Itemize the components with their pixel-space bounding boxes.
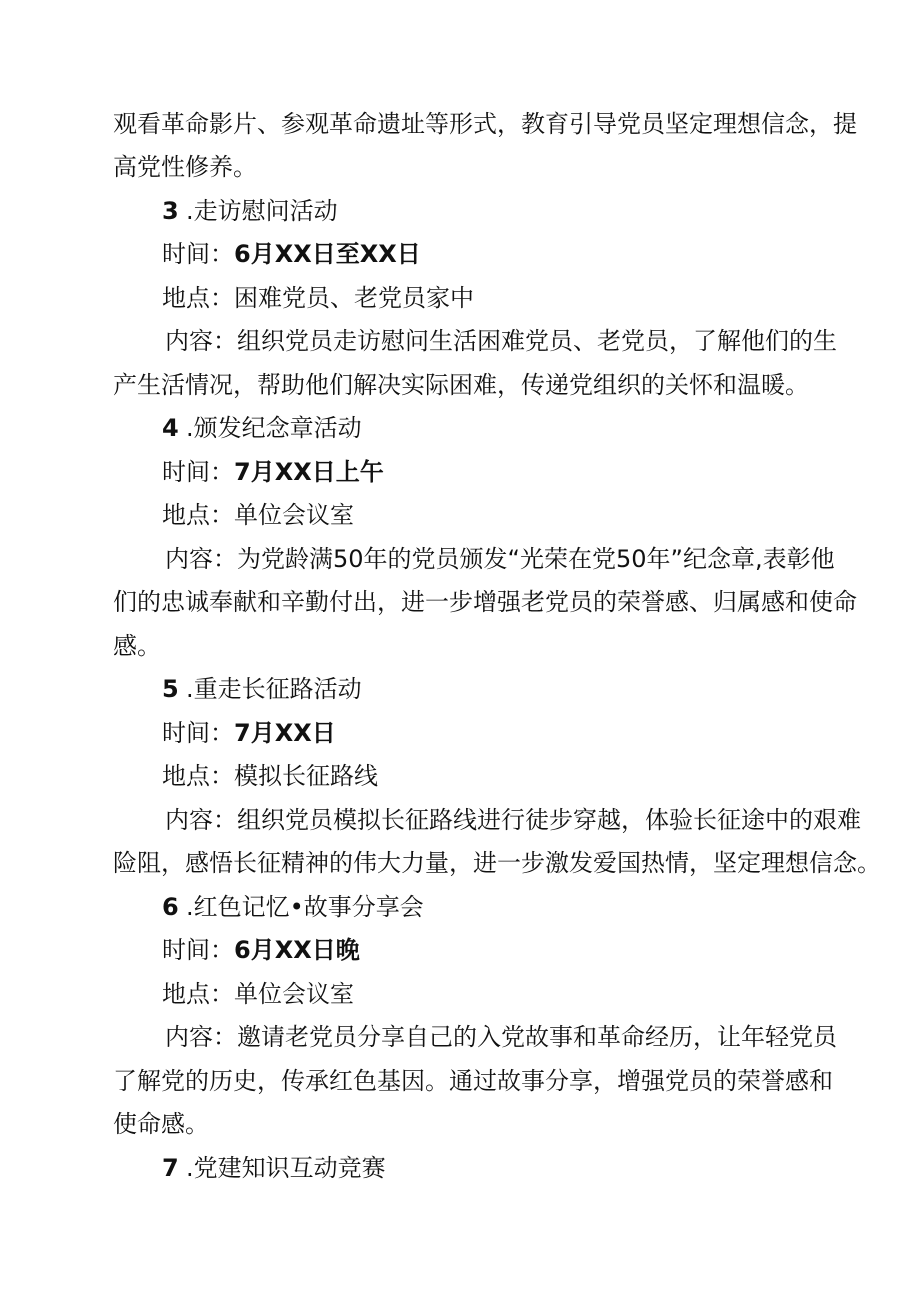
section-heading bbox=[162, 674, 362, 704]
place-line bbox=[162, 283, 474, 313]
time-value: 6月XX日至XX日 bbox=[234, 240, 421, 268]
section-title: .重走长征路活动 bbox=[186, 675, 362, 703]
section-title: .红色记忆•故事分享会 bbox=[186, 893, 424, 921]
section-heading bbox=[162, 196, 338, 226]
content-line: 了解党的历史，传承红色基因。通过故事分享，增强党员的荣誉感和 bbox=[113, 1067, 833, 1095]
time-value: 6月XX日晚 bbox=[234, 936, 360, 964]
time-value: 7月XX日上午 bbox=[234, 458, 384, 486]
paragraph-line: 高党性修养。 bbox=[113, 153, 257, 181]
content-line: 使命感。 bbox=[113, 1110, 209, 1138]
content-line: 内容：组织党员走访慰问生活困难党员、老党员，了解他们的生 bbox=[165, 327, 837, 355]
section-title: .党建知识互动竞赛 bbox=[186, 1154, 386, 1182]
time-value: 7月XX日 bbox=[234, 719, 336, 747]
place-line bbox=[162, 761, 378, 791]
section-number: 4 bbox=[162, 414, 179, 442]
content-line: 内容：邀请老党员分享自己的入党故事和革命经历，让年轻党员 bbox=[165, 1023, 837, 1051]
place-label: 地点： bbox=[162, 284, 234, 312]
place-value: 模拟长征路线 bbox=[234, 762, 378, 790]
content-line: 们的忠诚奉献和辛勤付出，进一步增强老党员的荣誉感、归属感和使命 bbox=[113, 588, 857, 616]
time-label: 时间： bbox=[162, 458, 234, 486]
section-heading bbox=[162, 892, 424, 922]
place-label: 地点： bbox=[162, 501, 234, 529]
content-line: 感。 bbox=[113, 632, 161, 660]
section-number: 3 bbox=[162, 197, 179, 225]
place-label: 地点： bbox=[162, 762, 234, 790]
content-line: 险阻，感悟长征精神的伟大力量，进一步激发爱国热情，坚定理想信念。 bbox=[113, 849, 881, 877]
time-line bbox=[162, 457, 384, 487]
time-line bbox=[162, 718, 336, 748]
place-line bbox=[162, 500, 354, 530]
time-line bbox=[162, 239, 421, 269]
time-label: 时间： bbox=[162, 719, 234, 747]
time-label: 时间： bbox=[162, 936, 234, 964]
section-heading bbox=[162, 1153, 386, 1183]
section-heading bbox=[162, 413, 362, 443]
place-value: 单位会议室 bbox=[234, 980, 354, 1008]
content-line: 内容：为党龄满50年的党员颁发“光荣在党50年”纪念章,表彰他 bbox=[165, 545, 835, 573]
section-number: 6 bbox=[162, 893, 179, 921]
section-title: .走访慰问活动 bbox=[186, 197, 338, 225]
content-line: 产生活情况，帮助他们解决实际困难，传递党组织的关怀和温暖。 bbox=[113, 371, 809, 399]
section-number: 7 bbox=[162, 1154, 179, 1182]
content-line: 内容：组织党员模拟长征路线进行徒步穿越，体验长征途中的艰难 bbox=[165, 806, 861, 834]
place-line bbox=[162, 979, 354, 1009]
section-title: .颁发纪念章活动 bbox=[186, 414, 362, 442]
section-number: 5 bbox=[162, 675, 179, 703]
place-value: 困难党员、老党员家中 bbox=[234, 284, 474, 312]
time-line bbox=[162, 935, 360, 965]
place-value: 单位会议室 bbox=[234, 501, 354, 529]
time-label: 时间： bbox=[162, 240, 234, 268]
place-label: 地点： bbox=[162, 980, 234, 1008]
paragraph-line: 观看革命影片、参观革命遗址等形式，教育引导党员坚定理想信念，提 bbox=[113, 110, 857, 138]
